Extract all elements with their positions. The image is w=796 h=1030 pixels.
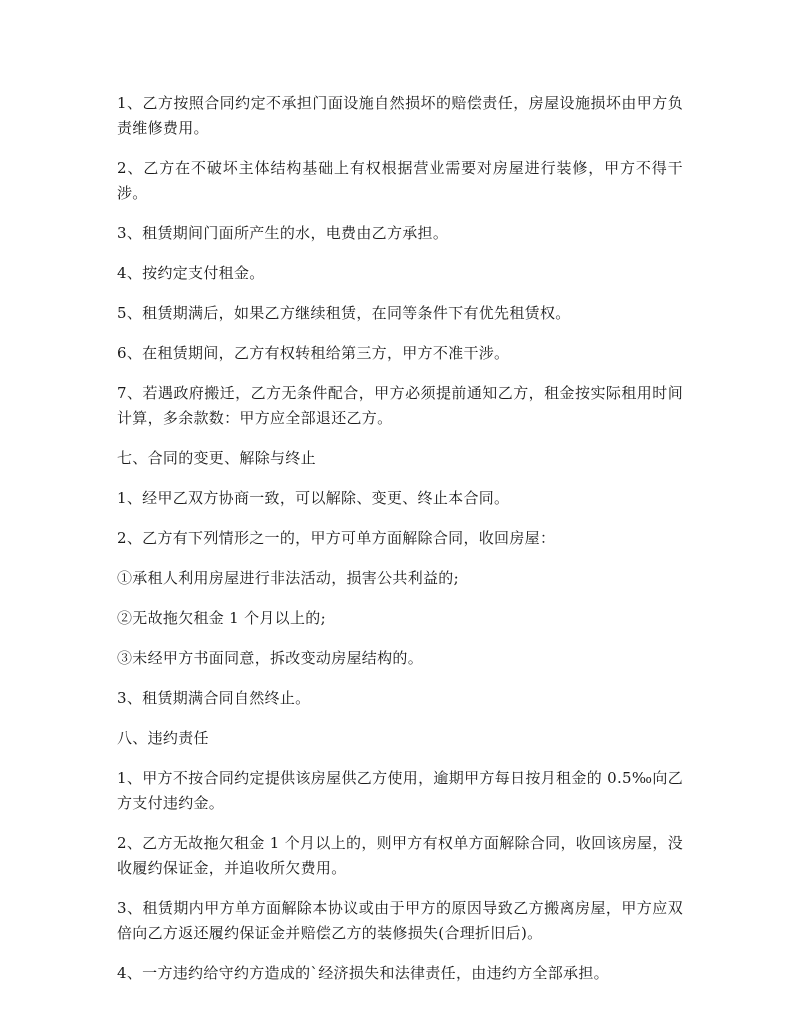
clause-subitem: ③未经甲方书面同意，拆改变动房屋结构的。 [117,649,424,667]
clause-paragraph: 1、甲方不按合同约定提供该房屋供乙方使用，逾期甲方每日按月租金的 0.5‰向乙方支付违约金。 [117,769,683,812]
document-body [117,91,683,1001]
clause-paragraph: 1、经甲乙双方协商一致，可以解除、变更、终止本合同。 [117,489,510,507]
clause-paragraph: 3、租赁期间门面所产生的水，电费由乙方承担。 [117,224,449,242]
clause-paragraph: 3、租赁期满合同自然终止。 [117,689,311,707]
clause-subitem: ②无故拖欠租金 1 个月以上的; [117,609,326,627]
clause-paragraph: 3、租赁期内甲方单方面解除本协议或由于甲方的原因导致乙方搬离房屋，甲方应双倍向乙方返还履约保证金并赔偿乙方的装修损失(合理折旧后)。 [117,899,683,942]
clause-paragraph: 4、一方违约给守约方造成的`经济损失和法律责任，由违约方全部承担。 [117,964,609,982]
clause-paragraph: 1、乙方按照合同约定不承担门面设施自然损坏的赔偿责任，房屋设施损坏由甲方负责维修费用。 [117,94,683,137]
clause-paragraph: 5、租赁期满后，如果乙方继续租赁，在同等条件下有优先租赁权。 [117,304,571,322]
clause-paragraph: 2、乙方无故拖欠租金 1 个月以上的，则甲方有权单方面解除合同，收回该房屋，没收履约保证金，并追收所欠费用。 [117,834,683,877]
clause-paragraph: 4、按约定支付租金。 [117,264,265,282]
clause-paragraph: 2、乙方在不破坏主体结构基础上有权根据营业需要对房屋进行装修，甲方不得干涉。 [117,159,683,202]
clause-paragraph: 2、乙方有下列情形之一的，甲方可单方面解除合同，收回房屋： [117,529,556,547]
clause-paragraph: 7、若遇政府搬迁，乙方无条件配合，甲方必须提前通知乙方，租金按实际租用时间计算，多余款数：甲方应全部退还乙方。 [117,384,683,427]
clause-paragraph: 6、在租赁期间，乙方有权转租给第三方，甲方不准干涉。 [117,344,510,362]
section-heading: 八、违约责任 [117,729,209,747]
clause-subitem: ①承租人利用房屋进行非法活动，损害公共利益的; [117,569,459,587]
section-heading: 七、合同的变更、解除与终止 [117,449,316,467]
